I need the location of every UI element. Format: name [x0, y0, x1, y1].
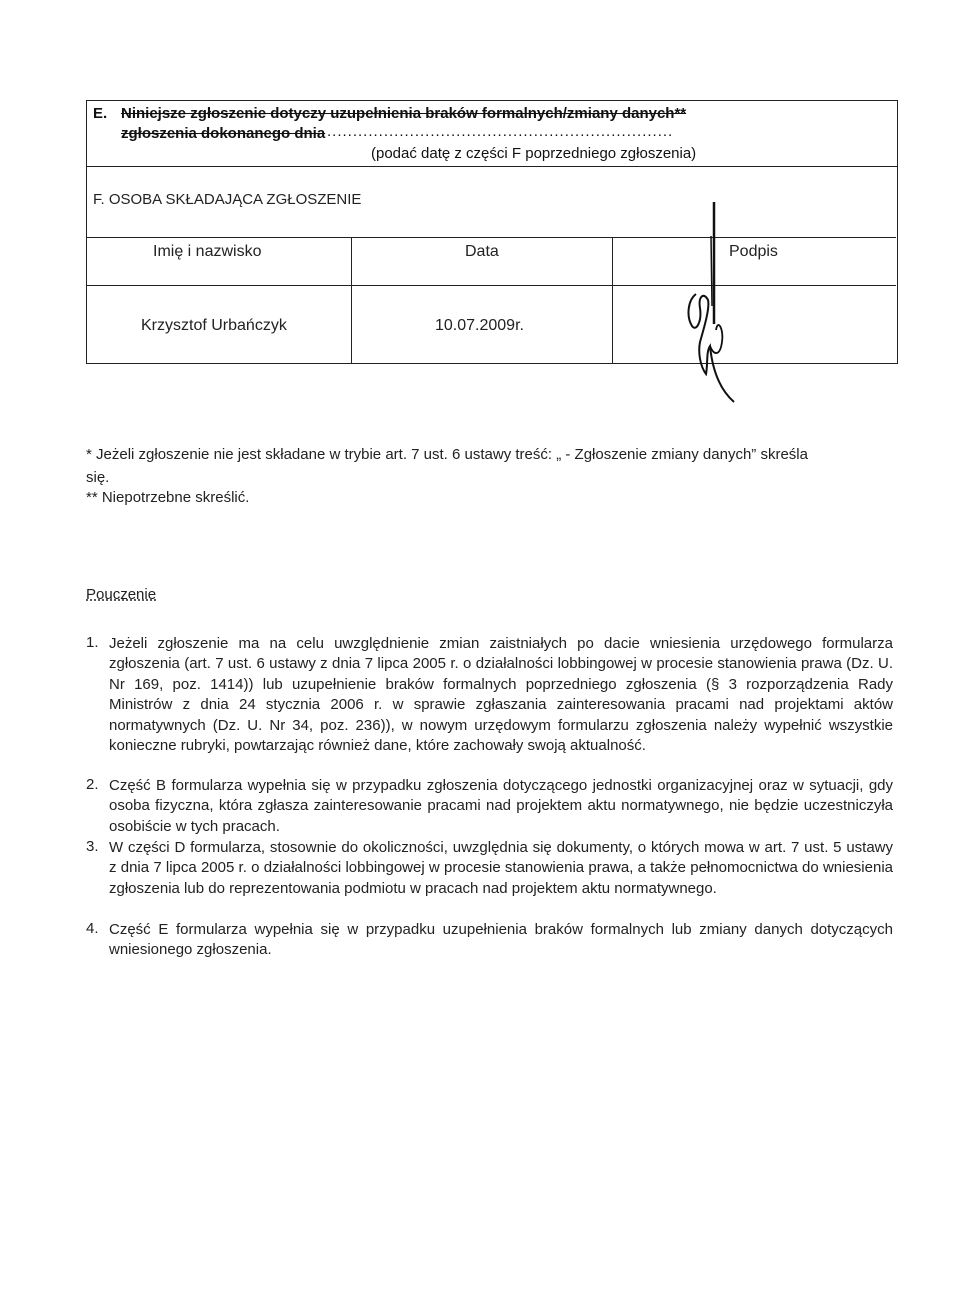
section-e-box	[86, 100, 898, 166]
table-divider	[87, 285, 896, 286]
instruction-number: 3.	[86, 838, 99, 855]
table-divider	[87, 237, 896, 238]
header-date: Data	[465, 243, 499, 260]
header-name: Imię i nazwisko	[153, 243, 262, 260]
instruction-item: Część E formularza wypełnia się w przypadku uzupełnienia braków formalnych lub zmiany danych dotyczących wniesionego zgłoszenia.	[109, 921, 893, 959]
table-column-divider	[351, 237, 352, 363]
section-e-line1: Niniejsze zgłoszenie dotyczy uzupełnienia braków formalnych/zmiany danych**	[121, 105, 687, 122]
instruction-number: 2.	[86, 776, 99, 793]
instruction-item: Jeżeli zgłoszenie ma na celu uwzględnienie zmian zaistniałych po dacie wniesienia urzędowego formularza zgłoszenia (art. 7 ust. 6 ustawy z dnia 7 lipca 2005 r. o działalności lobbingowej w procesie stanowienia prawa (Dz. U. Nr 169, poz. 1414)) lub uzupełnienie braków formalnych poprzedniego zgłoszenia (§ 3 rozporządzenia Rady Ministrów z dnia 24 stycznia 2006 r. w sprawie zgłaszania zainteresowania pracami nad projektami aktów normatywnych (Dz. U. Nr 34, poz. 236)), w nowym urzędowym formularzu zgłoszenia należy wypełnić wszystkie konieczne rubryki, powtarzając również dane, które zachowały swoją aktualność.	[109, 635, 893, 755]
signing-date: 10.07.2009r.	[435, 317, 524, 334]
signer-name: Krzysztof Urbańczyk	[141, 317, 287, 334]
instruction-number: 4.	[86, 920, 99, 937]
section-e-date-dots: ...................................................................	[327, 123, 674, 140]
section-f-table	[86, 166, 898, 364]
instructions-title: Pouczenie	[86, 586, 157, 603]
footnote-asterisk: * Jeżeli zgłoszenie nie jest składane w trybie art. 7 ust. 6 ustawy treść: „ - Zgłoszenie zmiany danych” skreśla	[86, 446, 808, 463]
section-e-letter: E.	[93, 105, 108, 122]
handwritten-signature	[600, 196, 750, 416]
section-e-hint: (podać datę z części F poprzedniego zgłoszenia)	[371, 145, 697, 162]
instruction-item: Część B formularza wypełnia się w przypadku zgłoszenia dotyczącego jednostki organizacyjnej oraz w sytuacji, gdy osoba fizyczna, która zgłasza zainteresowanie pracami nad projektem aktu normatywnego, nie będzie uczestniczyła osobiście w tych pracach.	[109, 777, 893, 835]
footnote-double-asterisk: ** Niepotrzebne skreślić.	[86, 489, 250, 506]
section-f-title: F. OSOBA SKŁADAJĄCA ZGŁOSZENIE	[93, 191, 362, 208]
instruction-item: W części D formularza, stosownie do okoliczności, uwzględnia się dokumenty, o których mowa w art. 7 ust. 5 ustawy z dnia 7 lipca 2005 r. o działalności lobbingowej w procesie stanowienia prawa, a także pełnomocnictwa do wniesienia zgłoszenia lub do reprezentowania podmiotu w pracach nad projektem aktu normatywnego.	[109, 839, 893, 897]
section-e-line2: zgłoszenia dokonanego dnia	[121, 125, 326, 142]
header-signature: Podpis	[729, 243, 778, 260]
footnote-asterisk-continued: się.	[86, 469, 110, 486]
instruction-number: 1.	[86, 634, 99, 651]
